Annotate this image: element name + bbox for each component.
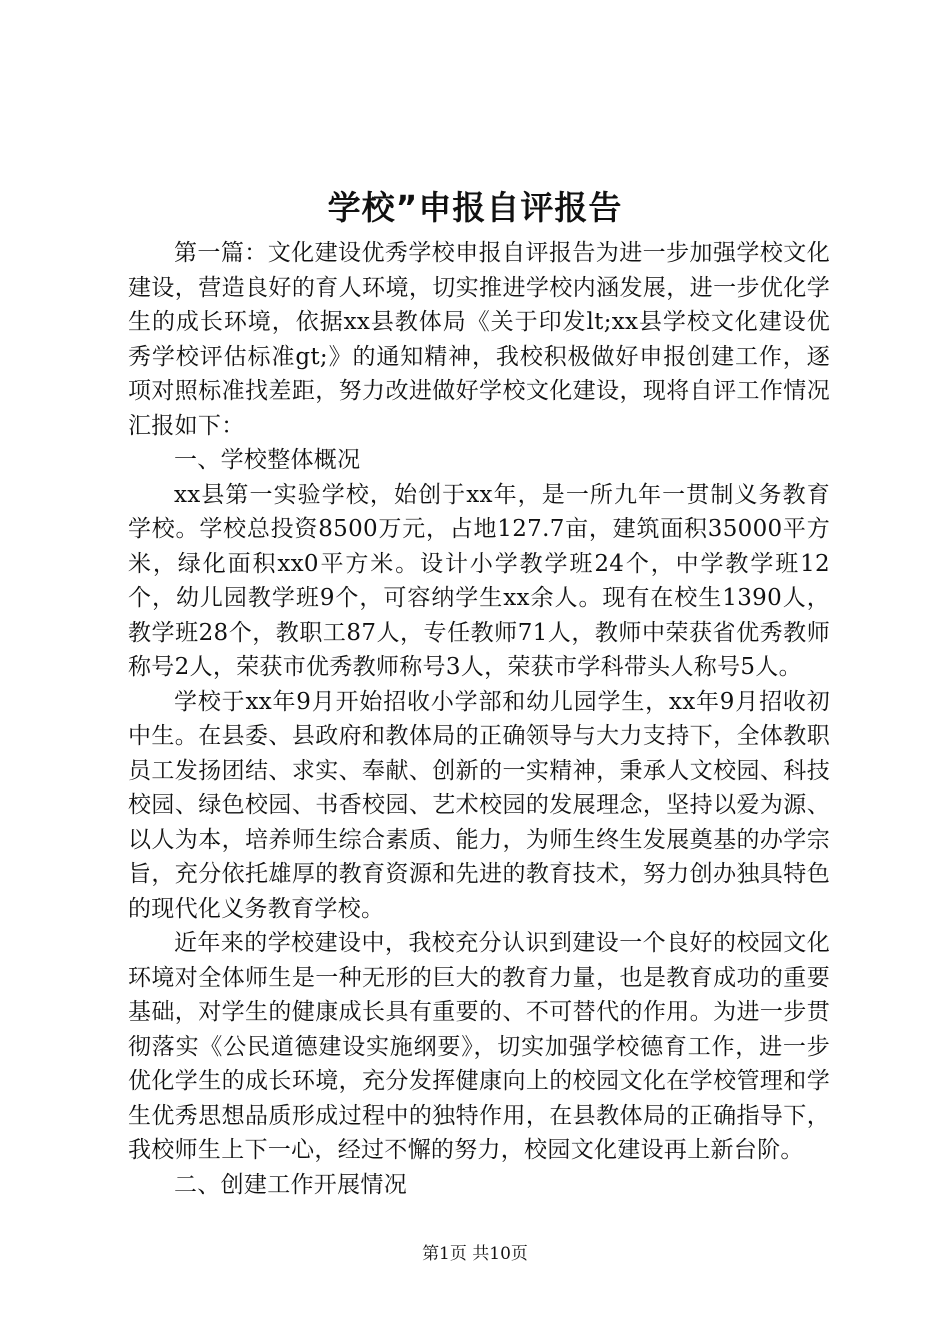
paragraph-culture: 近年来的学校建设中，我校充分认识到建设一个良好的校园文化环境对全体师生是一种无形的巨大的教育力量，也是教育成功的重要基础，对学生的健康成长具有重要的、不可替代的作用。为进一步贯彻落实《公民道德建设实施纲要》，切实加强学校德育工作，进一步优化学生的成长环境，充分发挥健康向上的校园文化在学校管理和学生优秀思想品质形成过程中的独特作用，在县教体局的正确指导下，我校师生上下一心，经过不懈的努力，校园文化建设再上新台阶。: [128, 930, 830, 1163]
document-title: 学校”申报自评报告: [327, 188, 623, 227]
paragraph-intro: 第一篇：文化建设优秀学校申报自评报告为进一步加强学校文化建设，营造良好的育人环境，切实推进学校内涵发展，进一步优化学生的成长环境，依据xx县教体局《关于印发lt;xx县学校文化建设优秀学校评估标准gt;》的通知精神，我校积极做好申报创建工作，逐项对照标准找差距，努力改进做好学校文化建设，现将自评工作情况汇报如下：: [128, 240, 830, 439]
section-heading-1: 一、学校整体概况: [174, 447, 361, 473]
paragraph-overview: xx县第一实验学校，始创于xx年，是一所九年一贯制义务教育学校。学校总投资8500万元，占地127.7亩，建筑面积35000平方米，绿化面积xx0平方米。设计小学教学班24个，中学教学班12个，幼儿园教学班9个，可容纳学生xx余人。现有在校生1390人，教学班28个，教职工87人，专任教师71人，教师中荣获省优秀教师称号2人，荣获市优秀教师称号3人，荣获市学科带头人称号5人。: [128, 481, 830, 680]
paragraph-history: 学校于xx年9月开始招收小学部和幼儿园学生，xx年9月招收初中生。在县委、县政府和教体局的正确领导与大力支持下，全体教职员工发扬团结、求实、奉献、创新的一实精神，秉承人文校园、科技校园、绿色校园、书香校园、艺术校园的发展理念，坚持以爱为源、以人为本，培养师生综合素质、能力，为师生终生发展奠基的办学宗旨，充分依托雄厚的教育资源和先进的教育技术，努力创办独具特色的现代化义务教育学校。: [128, 688, 830, 922]
page-footer: 第1页 共10页: [422, 1244, 528, 1264]
section-heading-2: 二、创建工作开展情况: [174, 1171, 407, 1198]
document-body: [128, 236, 830, 1202]
